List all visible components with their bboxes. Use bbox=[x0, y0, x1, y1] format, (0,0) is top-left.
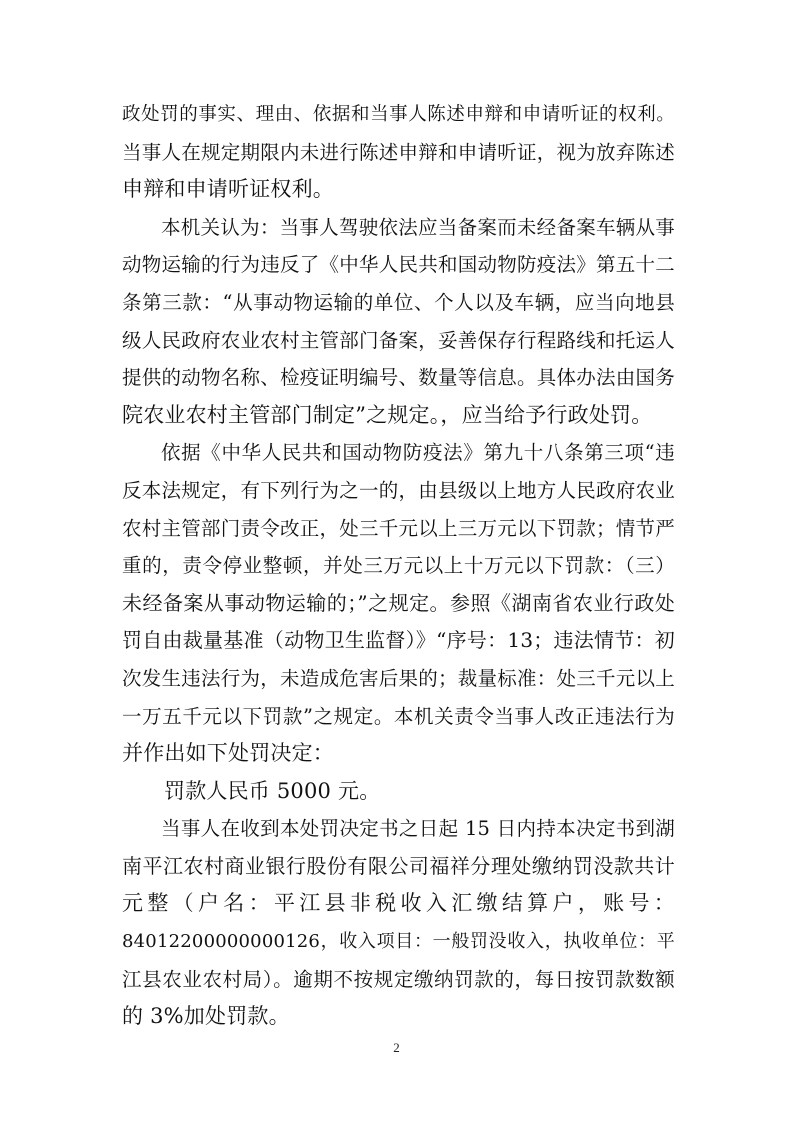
text-line: 一万五千元以下罚款”之规定。本机关责令当事人改正违法行为 bbox=[122, 704, 675, 728]
text-line: 次发生违法行为，未造成危害后果的；裁量标准：处三千元以上 bbox=[122, 666, 675, 690]
text-line: 重的，责令停业整顿，并处三万元以上十万元以下罚款：（三） bbox=[122, 554, 675, 578]
text-line: 政处罚的事实、理由、依据和当事人陈述申辩和申请听证的权利。 bbox=[122, 104, 675, 125]
text-line: 条第三款：“从事动物运输的单位、个人以及车辆，应当向地县 bbox=[122, 290, 675, 314]
text-line: 当事人在规定期限内未进行陈述申辩和申请听证，视为放弃陈述 bbox=[122, 140, 675, 164]
text-line: 农村主管部门责令改正，处三千元以上三万元以下罚款；情节严 bbox=[122, 516, 675, 540]
text-line: 江县农业农村局）。逾期不按规定缴纳罚款的，每日按罚款数额 bbox=[122, 967, 675, 991]
text-line: 当事人在收到本处罚决定书之日起 15 日内持本决定书到湖 bbox=[161, 817, 675, 841]
text-line: 并作出如下处罚决定： bbox=[122, 741, 334, 766]
text-line: 依据《中华人民共和国动物防疫法》第九十八条第三项“违 bbox=[161, 441, 675, 465]
text-line: 动物运输的行为违反了《中华人民共和国动物防疫法》第五十二 bbox=[122, 253, 675, 277]
text-line: 级人民政府农业农村主管部门备案，妥善保存行程路线和托运人 bbox=[122, 328, 675, 352]
text-line: 申辩和申请听证权利。 bbox=[122, 177, 334, 202]
text-line: 南平江农村商业银行股份有限公司福祥分理处缴纳罚没款共计 bbox=[122, 853, 675, 878]
text-line: 罚款人民币 5000 元。 bbox=[164, 778, 381, 803]
document-body bbox=[122, 96, 675, 1036]
text-line: 罚自由裁量基准（动物卫生监督）》“序号：13；违法情节：初 bbox=[122, 628, 675, 653]
text-line: 本机关认为：当事人驾驶依法应当备案而未经备案车辆从事 bbox=[161, 215, 675, 239]
text-line: 元整（户名：平江县非税收入汇缴结算户，账号： bbox=[122, 891, 675, 916]
text-line: 的 3%加处罚款。 bbox=[122, 1004, 290, 1029]
page-number: 2 bbox=[393, 1040, 400, 1055]
text-line: 院农业农村主管部门制定”之规定。，应当给予行政处罚。 bbox=[122, 402, 653, 427]
text-line: 反本法规定，有下列行为之一的，由县级以上地方人民政府农业 bbox=[122, 478, 675, 502]
text-line: 未经备案从事动物运输的；”之规定。参照《湖南省农业行政处 bbox=[122, 590, 675, 615]
text-line: 84012200000000126，收入项目：一般罚没收入，执收单位：平 bbox=[122, 931, 675, 953]
text-line: 提供的动物名称、检疫证明编号、数量等信息。具体办法由国务 bbox=[122, 366, 675, 390]
